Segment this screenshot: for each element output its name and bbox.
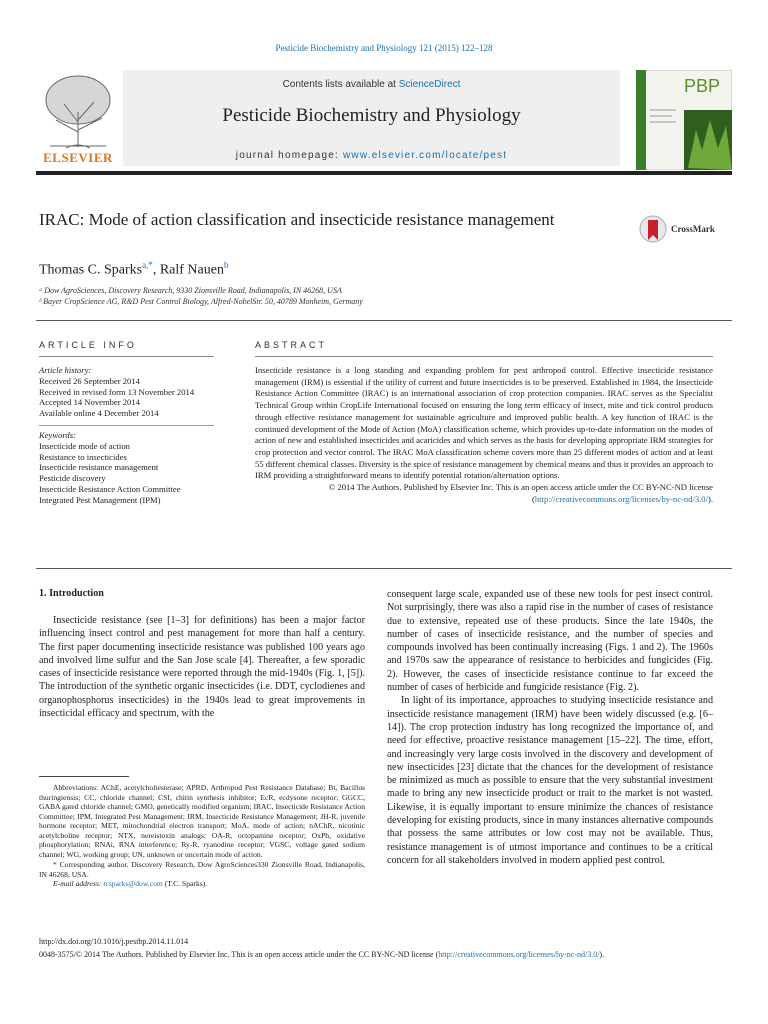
- abstract-copyright: [255, 482, 713, 505]
- keywords-label: Keywords:: [39, 429, 76, 440]
- intro-paragraph-1: Insecticide resistance (see [1–3] for definitions) has been a major factor influencing insect control and pest management for more than half a century. The first paper documenting insecticide resistance was published 100 years ago and involved lime sulfur and the San Jose scale [4]. Thereafter, a few sporadic cases of insecticide resistance were reported through the mid-1940s (Fig. 1, [5]). The introduction of the synthetic organic insecticides (i.e. DDT, cyclodienes and organophosphorus insecticides) in the 1940s lead to great improvements in insecticidal efficacy and spectrum, with the: [39, 615, 365, 720]
- copyright-end: ).: [707, 493, 713, 504]
- author-sparks: Thomas C. Sparks: [39, 262, 143, 278]
- abstract-end-rule: [36, 568, 732, 569]
- history-label: Article history:: [39, 365, 92, 375]
- abstract-body: [255, 365, 713, 505]
- history-received: Received 26 September 2014: [39, 375, 140, 386]
- cover-label: PBP: [684, 76, 721, 96]
- history-online: Available online 4 December 2014: [39, 408, 159, 419]
- journal-homepage: [123, 150, 620, 161]
- author-separator: ,: [152, 262, 160, 278]
- email-label: E-mail address:: [53, 879, 104, 888]
- abstract-rule: [255, 356, 713, 357]
- affiliation-b: ᵇ Bayer CropScience AG, R&D Pest Control Biology, Alfred-NobelStr. 50, 40789 Monheim, Germany: [39, 297, 363, 306]
- homepage-link[interactable]: www.elsevier.com/locate/pest: [343, 150, 508, 161]
- homepage-prefix: journal homepage:: [235, 150, 343, 161]
- elsevier-wordmark: ELSEVIER: [43, 150, 113, 165]
- affiliation-a: ᵃ Dow AgroSciences, Discovery Research, 9330 Zionsville Road, Indianapolis, IN 46268, USA: [39, 286, 342, 295]
- doi-link[interactable]: http://dx.doi.org/10.1016/j.pestbp.2014.11.014: [39, 937, 189, 946]
- crossmark-badge[interactable]: [639, 214, 739, 246]
- keyword: Resistance to insecticides: [39, 451, 127, 462]
- email-suffix: (T.C. Sparks).: [162, 879, 208, 888]
- header-rule: [36, 171, 732, 175]
- copyright-text: © 2014 The Authors. Published by Elsevier Inc. This is an open access article under the CC BY-NC-ND license (: [328, 482, 713, 504]
- article-title: IRAC: Mode of action classification and insecticide resistance management: [39, 210, 555, 229]
- contents-available: [123, 79, 620, 90]
- keywords-rule: [39, 425, 214, 426]
- article-info: [39, 365, 214, 506]
- author-nauen: Ralf Nauen: [159, 262, 224, 278]
- keyword: Pesticide discovery: [39, 473, 106, 484]
- author-list: [39, 260, 228, 279]
- abstract-heading: ABSTRACT: [255, 340, 328, 350]
- keyword: Insecticide resistance management: [39, 462, 159, 473]
- sciencedirect-link[interactable]: ScienceDirect: [398, 79, 461, 90]
- journal-cover-image: [636, 70, 732, 170]
- bottom-license-end: ).: [599, 950, 605, 959]
- author-nauen-affiliation[interactable]: b: [223, 260, 229, 270]
- history-accepted: Accepted 14 November 2014: [39, 397, 140, 408]
- keyword: Insecticide mode of action: [39, 440, 130, 451]
- bottom-license-link[interactable]: http://creativecommons.org/licenses/by-nc-nd/3.0/: [438, 950, 600, 959]
- license-link[interactable]: http://creativecommons.org/licenses/by-nc-nd/3.0/: [534, 493, 708, 504]
- affiliation-rule: [36, 320, 732, 321]
- footnote-rule: [39, 776, 129, 777]
- intro-paragraph-3: In light of its importance, approaches to studying insecticide resistance and insecticide resistance management (IRM) have been widely discussed (e.g. [6–14]). The crop protection industry has long recognized the importance of, and need for effective, proactive resistance management [15–22]. The time, effort, and increasingly very large costs involved in the discovery and development of new insecticides [23] dictate that the chances for the development of resistance be minimized as much as possible to ensure that the very substantial investment made to bring any new insecticide product or trait to the market is not wasted. Likewise, it is equally important to ensure minimize the chances of resistance developing for existing products, since in many instances alternative compounds that possess the same attributes or low cost may not be available. Thus, resistance management is of utmost importance and continues to be a critical concern for all stakeholders involved in modern applied pest control.: [387, 695, 713, 866]
- crossmark-label: CrossMark: [671, 224, 715, 234]
- keyword: Insecticide Resistance Action Committee: [39, 483, 181, 494]
- journal-reference[interactable]: Pesticide Biochemistry and Physiology 121 (2015) 122–128: [275, 43, 493, 53]
- email-link[interactable]: tcsparks@dow.com: [103, 879, 163, 888]
- history-revised: Received in revised form 13 November 2014: [39, 386, 195, 397]
- bottom-license: [39, 949, 729, 960]
- footnotes: [39, 783, 365, 889]
- abstract-text: Insecticide resistance is a long standing and expanding problem for pest arthropod control. Effective insecticide resistance management (IRM) is essential if the utility of current and future insecticides is to be preserved. Established in 1984, the Insecticide Resistance Action Committee (IRAC) is an international association of crop protection companies. IRAC serves as the Specialist Technical Group within CropLife International focused on ensuring the long term efficacy of insect, mite and tick control products through effective resistance management for sustainable agriculture and improved public health. A key function of IRAC is the continued development of the Mode of Action (MoA) classification scheme, which provides up-to-date information on the modes of action of new and established insecticides and acaricides and which serves as the basis for developing appropriate IRM strategies for crop protection and vector control. The IRAC MoA classification scheme covers more than 25 different modes of action and at least 55 different chemical classes. Diversity is the spice of resistance management by chemical means and thus it provides an approach to IRM providing a straightforward means to identify potential rotation/alternation options.: [255, 365, 713, 481]
- author-sparks-affiliation[interactable]: a,*: [142, 260, 153, 270]
- abbreviations-footnote: Abbreviations: AChE, acetylcholiesterase; APRD, Arthropod Pest Resistance Database; Bt, Bacillus thuringiensis; CC, chloride channel; CSI, chitin synthesis inhibitor; EcR, ecdysone receptor; GGCC, GABA gated chloride channel; GMO, genetically modified organism; IRAC, Insecticide Resistance Action Committee; IPM, Integrated Pest Management; IRM, Insecticide Resistance Management; JH-R, juvenile hormone receptor; MET, mitochondrial electron transport; MoA, mode of action; nAChR, nicotinic acetylcholine receptor; NTX, nereistoxin analogs; OA-R, octopamine receptor; OxPh, oxidative phosphorylation; RNAi, RNA interference; Ry-R, ryanodine receptor; VGSC, voltage gated sodium channel; WG, working group; UN, unknown or uncertain mode of action.: [39, 783, 365, 859]
- intro-paragraph-2: consequent large scale, expanded use of these new tools for pest insect control. Not surprisingly, there was also a rapid rise in the number of cases of resistance due to extensive, repeated use of these products. Since the late 1940s, the number of cases of insecticide resistance, and the number of species and compounds involved has been continually increasing (Figs. 1 and 2). The 1960s and 1970s saw the appearance of resistance to herbicides and fungicides (Fig. 2). However, the cases of insecticide resistance continue to far exceed the number of cases of herbicide and fungicide resistance (Fig. 2).: [387, 589, 713, 694]
- article-info-rule: [39, 356, 214, 357]
- right-column: [387, 588, 713, 867]
- journal-title: Pesticide Biochemistry and Physiology: [222, 105, 521, 126]
- article-info-heading: ARTICLE INFO: [39, 340, 137, 350]
- crossmark-icon: [639, 214, 667, 244]
- keyword: Integrated Pest Management (IPM): [39, 494, 161, 505]
- bottom-license-text: 0048-3575/© 2014 The Authors. Published by Elsevier Inc. This is an open access article under the CC BY-NC-ND license (: [39, 950, 439, 959]
- introduction-heading: 1. Introduction: [39, 588, 104, 599]
- left-column: [39, 614, 365, 720]
- corresponding-author-footnote: * Corresponding author. Discovery Research, Dow AgroSciences330 Zionsville Road, Indianapolis, IN 46268, USA.: [39, 860, 365, 879]
- email-footnote: [39, 879, 365, 889]
- contents-prefix: Contents lists available at: [282, 79, 399, 90]
